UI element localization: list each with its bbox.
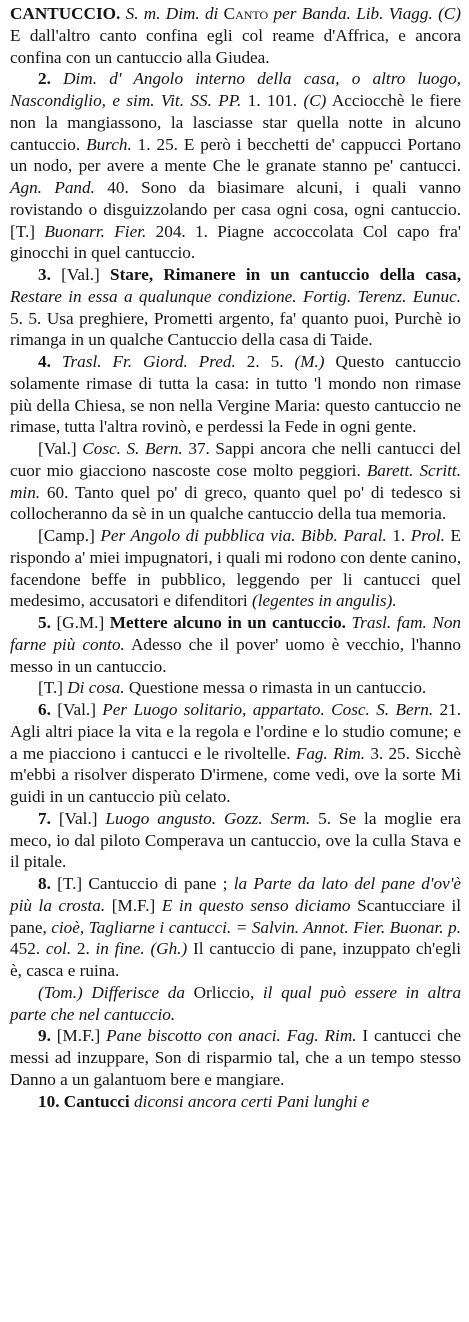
sense-number: 8. <box>38 874 51 893</box>
tag-val: [Val.] <box>58 808 98 828</box>
citation-text: Questo cantuccio solamente rimase di tutta la casa: in tutto 'l mondo non rimase più della Chiesa, se non nella Vergine Maria: questo cantuccio ne rimase, tutta l'altra rovinò, e perdessi la Fede in ogni gente. <box>10 352 462 437</box>
tag-camp: [Camp.] <box>38 526 95 545</box>
tag-gm: [G.M.] <box>56 613 105 632</box>
sense-definition: Trasl. Fr. Giord. Pred. <box>61 352 236 371</box>
tag-t: [T.] <box>10 221 35 241</box>
sense-7 <box>10 808 461 873</box>
tag-tom: (Tom.) <box>38 982 83 1002</box>
sense-9 <box>10 1025 461 1090</box>
tag-m: (M.) <box>294 352 325 371</box>
latin-gloss: (legentes in angulis). <box>251 591 397 611</box>
definition: per Banda. <box>273 4 351 23</box>
sense-definition: Di cosa. <box>67 678 125 698</box>
sense-definition: E in questo senso diciamo <box>161 895 351 915</box>
citation-text: E dall'altro canto confina egli col reame d'Affrica, e ancora confina con un cantuccio alla Giudea. <box>10 25 461 67</box>
sense-number: 6. <box>38 700 51 719</box>
tag-t: [T.] <box>57 874 83 893</box>
citation-text: 21. Agli altri piace la vita e la regola e l'ordine e lo studio comune; e a me piacciono i cantucci e le rivoltelle. <box>10 700 462 763</box>
sense-number: 5. <box>38 613 51 632</box>
citation-text: Il cantuccio di pane, inzuppato ch'egli è, casca e ruina. <box>10 939 462 980</box>
sense-number: 4. <box>38 352 51 371</box>
phrase: Mettere alcuno in un cantuccio. <box>109 613 346 632</box>
sense-number: 10. <box>38 1091 60 1111</box>
source: Cosc. S. Bern. <box>82 439 183 458</box>
tag-t: [T.] <box>38 678 63 698</box>
headword: CANTUCCIO. <box>10 4 121 23</box>
tag-mf: [M.F.] <box>111 895 156 915</box>
sense-definition: la Parte da lato del pane d'ov'è più la crosta. <box>10 874 462 915</box>
sense-3 <box>10 264 461 351</box>
citation-text: 60. Tanto quel po' di greco, quanto quel po' di tedesco si collocheranno da sè in un qualche cantuccio della tua memoria. <box>10 482 461 524</box>
sense-definition: Pane biscotto con anaci. Fag. Rim. <box>106 1026 357 1046</box>
sense-definition: il qual può essere in altra parte che nel cantuccio. <box>10 982 462 1024</box>
sense-2 <box>10 68 461 264</box>
ref: 2. <box>76 939 90 959</box>
source: Burch. <box>86 134 132 154</box>
term: Scantucciare il pane, <box>10 895 462 937</box>
ref: 1. 101. <box>247 91 298 110</box>
source: Fag. Rim. <box>295 743 366 763</box>
source: Barett. Scritt. min. <box>10 460 462 502</box>
citation-text: 204. 1. Piagne accoccolata Col capo fra' ginocchi in quel cantuccio. <box>10 221 462 263</box>
sense-definition: Luogo angusto. Gozz. Serm. <box>105 808 311 828</box>
term: Orliccio, <box>193 982 255 1002</box>
sense-definition: Restare in essa a qualunque condizione. Fortig. Terenz. Eunuc. <box>10 286 461 306</box>
in-fine: in fine. <box>95 939 145 959</box>
sense-definition: Differisce da <box>91 982 185 1002</box>
camp-paragraph <box>10 525 461 612</box>
sense-number: 7. <box>38 808 51 828</box>
citation-text: E rispondo a' miei impugnatori, i quali mi rodono con dente canino, facendone beffe in pubblico, leggendo per li cantucci quel medesimo, accusatori e difenditori <box>10 526 462 611</box>
val-paragraph <box>10 438 461 525</box>
sense-4 <box>10 351 461 438</box>
ref: 2. 5. <box>246 352 284 371</box>
tag-mf: [M.F.] <box>56 1026 101 1046</box>
citation-text: Acciocchè le fiere non la mangiassono, la lasciasse star quella notte in alcuno cantuccio. <box>10 91 461 154</box>
source: Agn. Pand. <box>10 178 95 197</box>
citation-text: I cantucci che messi ad inzuppare, Son di risparmio tal, che a un tempo stesso Danno a un galantuom bere e mangiare. <box>10 1026 461 1089</box>
canto-word: Canto <box>223 4 269 23</box>
sense-definition: diconsi ancora certi Pani lunghi e <box>133 1091 370 1111</box>
citation-text: 5. Se la moglie era meco, io dal piloto Comperava un cantuccio, ove la culla Stava e il pitale. <box>10 808 462 872</box>
citation-text: 37. Sappi ancora che nelli cantucci del cuor mio giacciono nascoste cose molto peggiori. <box>10 439 462 480</box>
sense-definition: cioè, Tagliarne i cantucci. = Salvin. Annot. Fier. Buonar. p. <box>51 917 461 937</box>
citation-text: 40. Sono da biasimare alcuni, i quali vanno rovistando o disguizzolando per casa ogni cosa, ogni cantuccio. <box>10 178 462 219</box>
sense-definition: Dim. d' Angolo interno della casa, o altro luogo, Nascondiglio, e sim. Vit. SS. PP. <box>10 69 461 110</box>
citation-text: 1. 25. E però i becchetti de' cappucci Portano un nodo, per avere a mente Che le granate stanno pe' cantucci. <box>10 134 462 176</box>
sense-definition: Per Luogo solitario, appartato. Cosc. S. Bern. <box>102 700 434 719</box>
tag-c: (C) <box>438 4 461 23</box>
ref: 1. <box>392 526 406 545</box>
tag-val: [Val.] <box>61 265 100 284</box>
citation-text: Questione messa o rimasta in un cantuccio. <box>128 678 427 698</box>
tag-gh: (Gh.) <box>150 939 188 959</box>
source: Lib. Viagg. <box>356 4 433 23</box>
tag-c: (C) <box>303 91 327 110</box>
term: Cantuccio di pane ; <box>88 874 228 893</box>
sense-definition: Per Angolo di pubblica via. Bibb. Paral. <box>100 526 387 545</box>
col-label: col. <box>45 939 72 959</box>
phrase: Cantucci <box>63 1091 130 1111</box>
citation-text: 3. 25. Sicchè m'ebbi a risolver disperato D'irmene, come vedi, ove la sorte Mi guidi in un cantuccio più celato. <box>10 743 461 806</box>
citation-text: Adesso che il pover' uomo è vecchio, l'hanno messo in un cantuccio. <box>10 634 461 676</box>
t-paragraph <box>10 677 461 699</box>
grammar-label: S. m. Dim. di <box>125 4 219 23</box>
entry-headword-paragraph <box>10 3 461 68</box>
sense-10 <box>10 1091 461 1113</box>
sense-8 <box>10 873 461 982</box>
tag-val: [Val.] <box>57 700 96 719</box>
sense-number: 3. <box>38 265 51 284</box>
source: Buonarr. Fier. <box>44 221 147 241</box>
tom-paragraph <box>10 982 461 1026</box>
prol: Prol. <box>410 526 445 545</box>
sense-number: 2. <box>38 69 51 89</box>
phrase: Stare, Rimanere in un cantuccio della casa, <box>110 265 462 284</box>
sense-6 <box>10 699 461 808</box>
sense-definition: Trasl. fam. Non farne più conto. <box>10 613 462 654</box>
ref: 452. <box>10 939 41 959</box>
sense-number: 9. <box>38 1026 51 1046</box>
tag-val: [Val.] <box>38 439 77 458</box>
citation-text: 5. 5. Usa preghiere, Prometti argento, fa' quanto puoi, Purchè io rimanga in un qualche Cantuccio della casa di Taide. <box>10 308 461 350</box>
sense-5 <box>10 612 461 677</box>
